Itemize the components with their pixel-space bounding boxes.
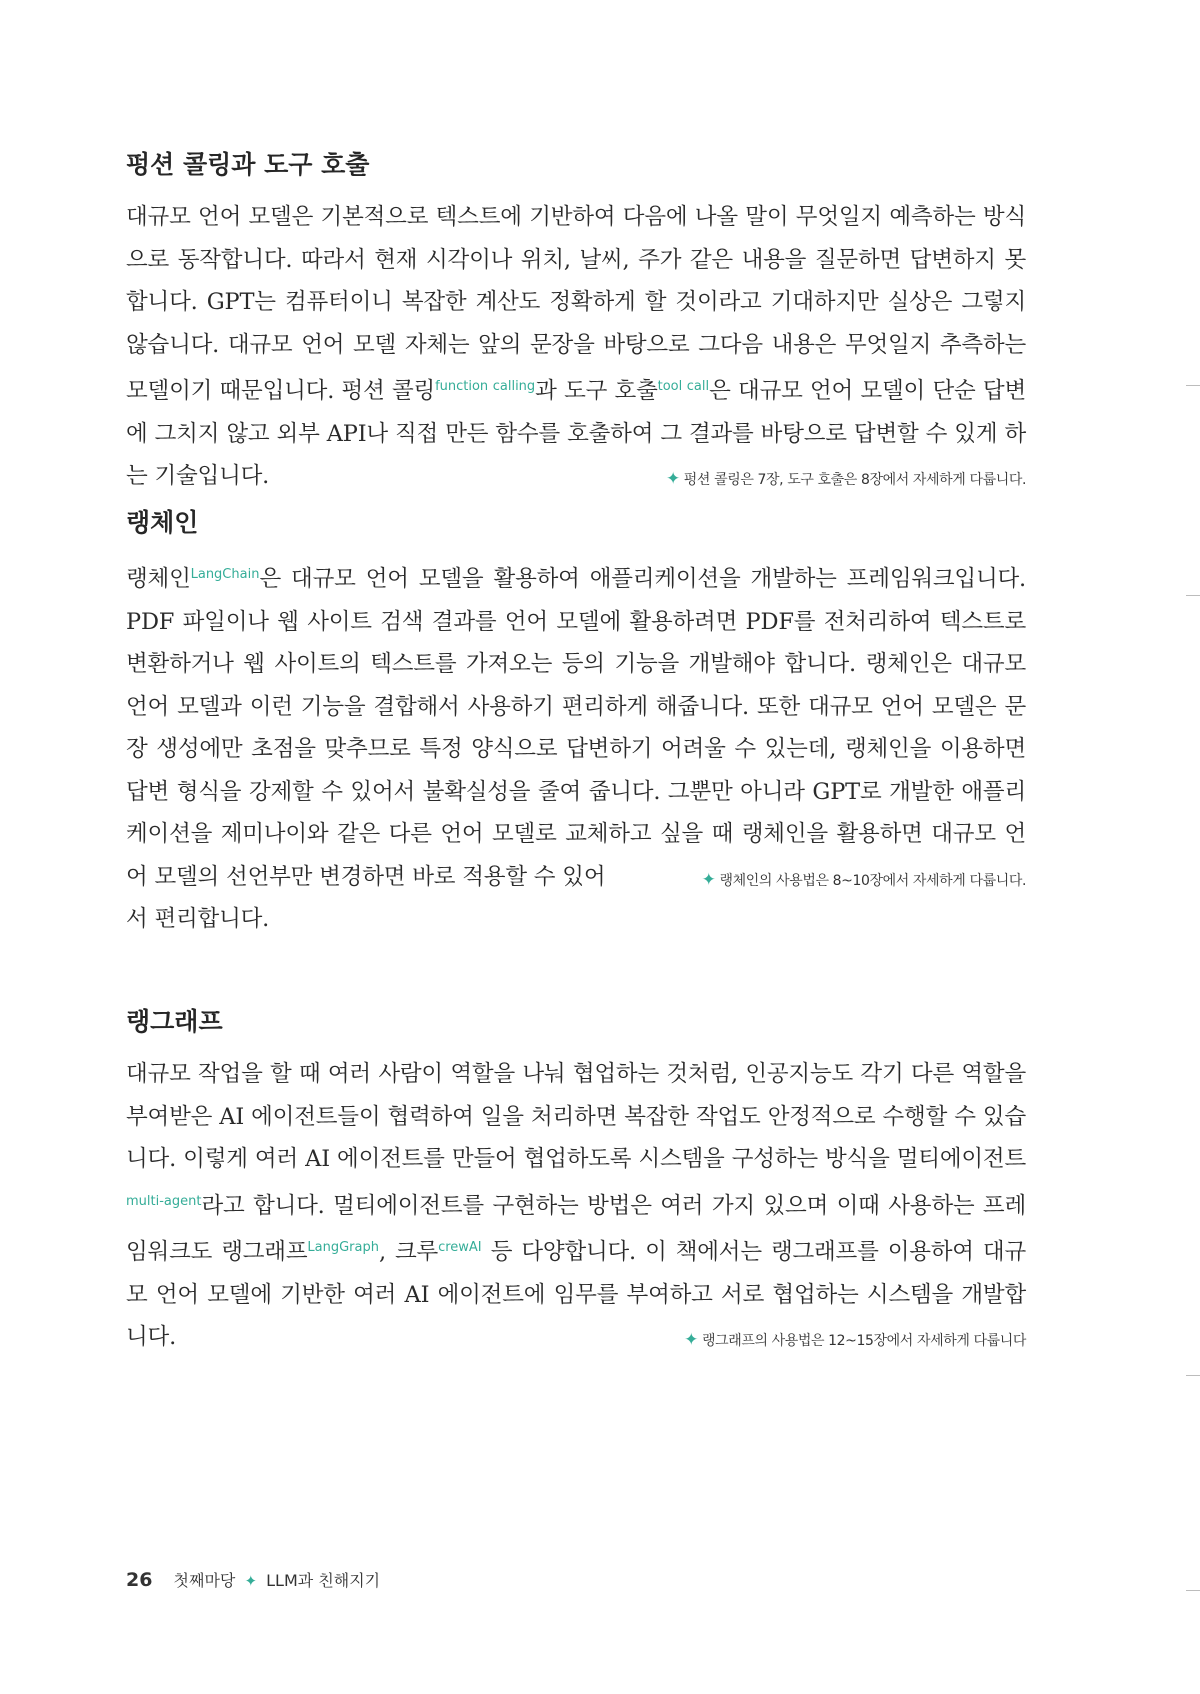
margin-tick (1186, 1375, 1200, 1376)
side-note (684, 1319, 1026, 1363)
part-label: 첫째마당 (173, 1571, 236, 1590)
section-langgraph (126, 1005, 1026, 1363)
section-heading: 랭그래프 (126, 1007, 223, 1036)
body-text: , 크루 (378, 1239, 439, 1265)
section-body (126, 554, 1026, 941)
body-text: 은 대규모 언어 모델이 단순 답변에 그치지 않고 외부 API나 직접 만든 함수를 호출하여 그 결과를 바탕으로 답변할 수 있게 하는 기술입니다. (126, 378, 1026, 489)
side-note (666, 458, 1026, 502)
body-text: 대규모 언어 모델은 기본적으로 텍스트에 기반하여 다음에 나올 말이 무엇일지 예측하는 방식으로 동작합니다. 따라서 현재 시각이나 위치, 날씨, 주가 같은 내용을 질문하면 답변하지 못합니다. GPT는 컴퓨터이니 복잡한 계산도 정확하게 할 것이라고 기대하지만 실상은 그렇지 않습니다. 대규모 언어 모델 자체는 앞의 문장을 바탕으로 그다음 내용은 무엇일지 추측하는 모델이기 때문입니다. 펑션 콜링 (126, 204, 1026, 404)
section-body (126, 196, 1026, 498)
note-text: 랭체인의 사용법은 8~10장에서 자세하게 다룹니다. (719, 872, 1026, 889)
star-icon: ✦ (684, 1330, 698, 1350)
term-annotation: LangChain (190, 567, 260, 582)
star-icon: ✦ (701, 869, 716, 890)
side-note (702, 859, 1026, 903)
margin-tick (1186, 595, 1200, 596)
body-text: 랭체인 (126, 566, 191, 592)
section-langchain (126, 506, 1026, 941)
section-heading: 랭체인 (126, 508, 199, 537)
note-text: 랭그래프의 사용법은 12~15장에서 자세하게 다룹니다 (701, 1333, 1026, 1349)
margin-tick (1186, 385, 1200, 386)
body-text: 라고 합니다. 멀티에이전트를 구현하는 방법은 여러 가지 있으며 이때 사용하는 프레임워크도 랭그래프 (126, 1192, 1026, 1265)
body-text: 서 편리합니다. (126, 906, 270, 932)
body-text: 등 다양합니다. 이 책에서는 랭그래프를 이용하여 대규모 언어 모델에 기반한 여러 AI 에이전트에 임무를 부여하고 서로 협업하는 시스템을 개발합니다. (126, 1239, 1027, 1350)
section-function-calling (126, 148, 1026, 502)
page-footer (126, 1568, 380, 1591)
star-icon: ✦ (665, 469, 680, 489)
term-annotation: function calling (435, 379, 536, 394)
term-annotation: tool call (657, 379, 710, 394)
section-heading: 펑션 콜링과 도구 호출 (126, 150, 370, 179)
star-icon: ✦ (244, 1572, 258, 1590)
body-text: 과 도구 호출 (535, 378, 658, 404)
page-number: 26 (126, 1569, 153, 1591)
body-text: 은 대규모 언어 모델을 활용하여 애플리케이션을 개발하는 프레임워크입니다. PDF 파일이나 웹 사이트 검색 결과를 언어 모델에 활용하려면 PDF를 전처리하여 텍스트로 변환하거나 웹 사이트의 텍스트를 가져오는 등의 기능을 개발해야 합니다. 랭체인은 대규모 언어 모델과 이런 기능을 결합해서 사용하기 편리하게 해줍니다. 또한 대규모 언어 모델은 문장 생성에만 초점을 맞추므로 특정 양식으로 답변하기 어려울 수 있는데, 랭체인을 이용하면 답변 형식을 강제할 수 있어서 불확실성을 줄여 줍니다. 그뿐만 아니라 GPT로 개발한 애플리케이션을 제미나이와 같은 다른 언어 모델로 교체하고 싶을 때 랭체인을 활용하면 대규모 언어 모델의 선언부만 변경하면 바로 적용할 수 있어 (126, 566, 1026, 890)
margin-tick (1186, 1590, 1200, 1591)
section-body (126, 1053, 1026, 1359)
term-annotation: multi-agent (126, 1193, 202, 1209)
chapter-label: LLM과 친해지기 (266, 1571, 381, 1590)
term-annotation: crewAI (438, 1240, 482, 1255)
note-text: 펑션 콜링은 7장, 도구 호출은 8장에서 자세하게 다룹니다. (683, 472, 1026, 488)
term-annotation: LangGraph (307, 1240, 379, 1255)
body-text: 대규모 작업을 할 때 여러 사람이 역할을 나눠 협업하는 것처럼, 인공지능도 각기 다른 역할을 부여받은 AI 에이전트들이 협력하여 일을 처리하면 복잡한 작업도 안정적으로 수행할 수 있습니다. 이렇게 여러 AI 에이전트를 만들어 협업하도록 시스템을 구성하는 방식을 멀티에이전트 (126, 1061, 1026, 1172)
